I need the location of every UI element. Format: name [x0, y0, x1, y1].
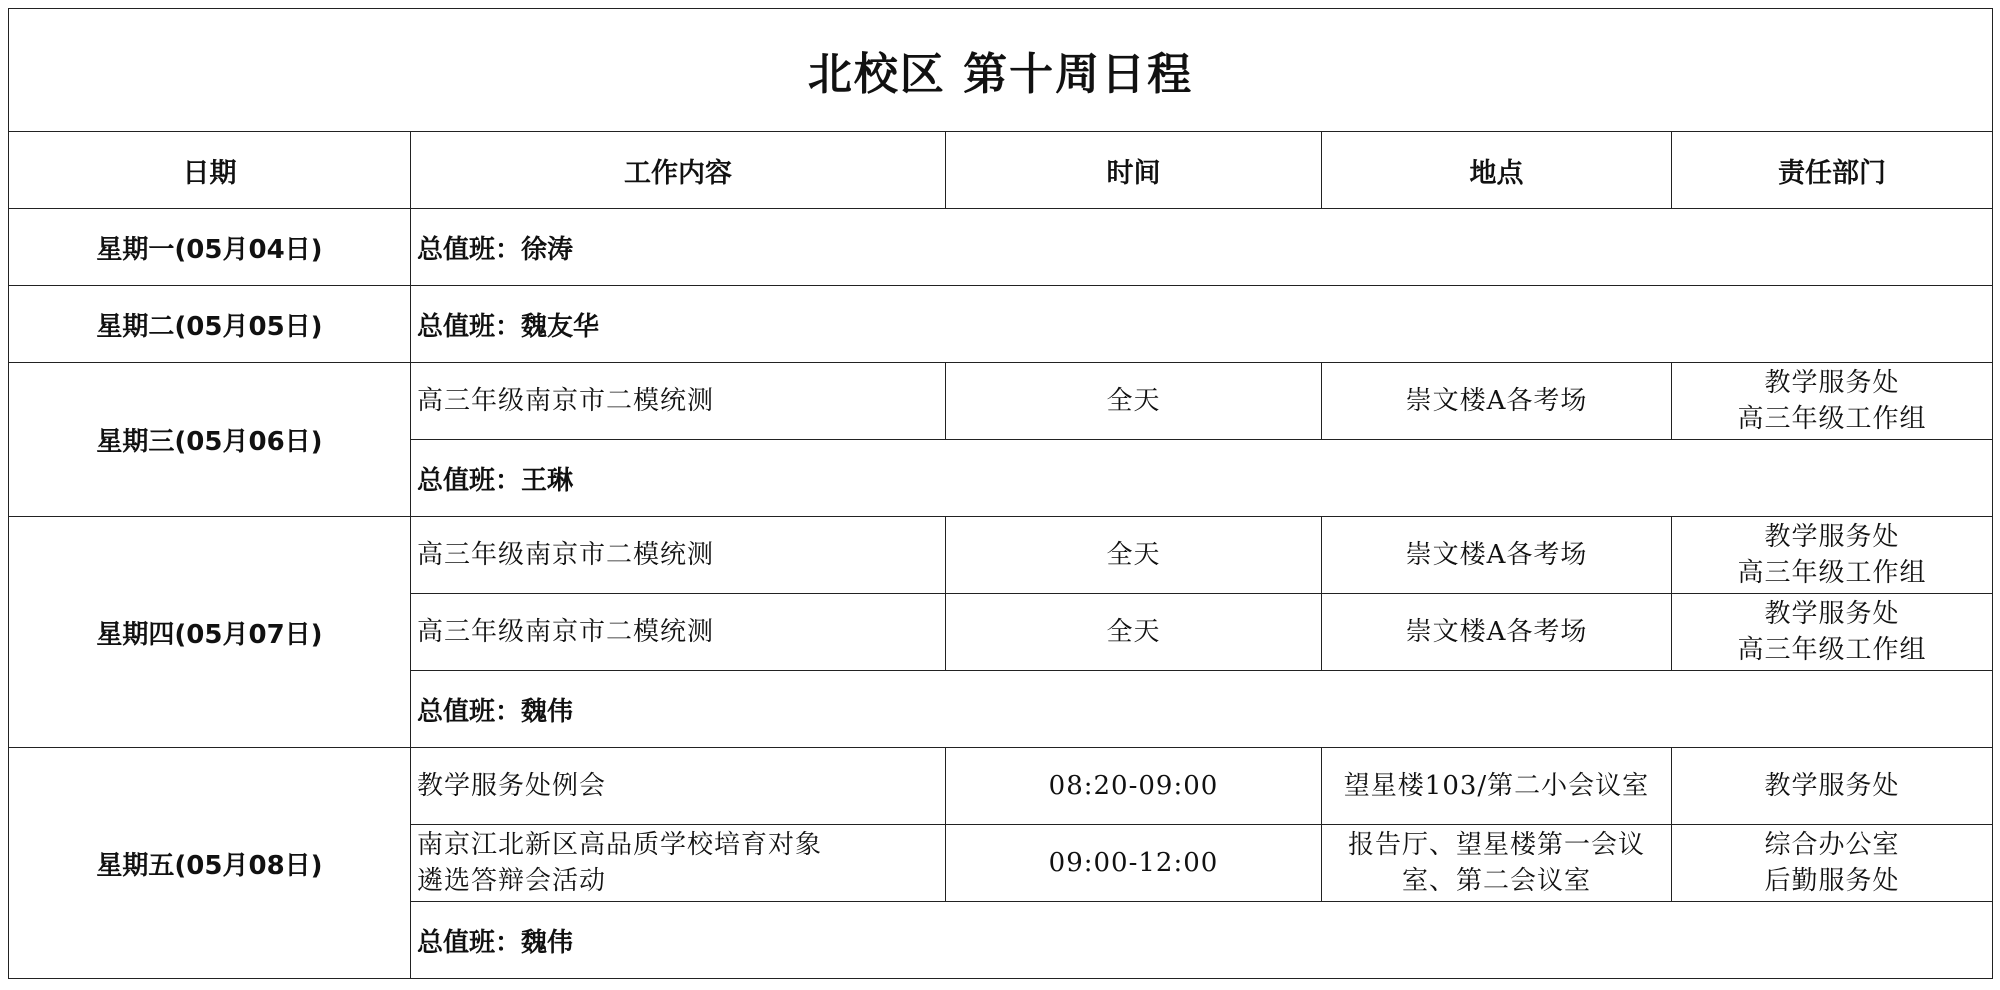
dept-cell [1672, 363, 1993, 440]
duty-cell-mon: 总值班：徐涛 [411, 209, 1993, 286]
content-line: 遴选答辩会活动 [417, 866, 607, 896]
header-time: 时间 [946, 132, 1322, 209]
dept-line: 教学服务处 [1764, 771, 1900, 801]
place-cell: 崇文楼A各考场 [1322, 363, 1672, 440]
place-line: 望星楼103/第二小会议室 [1343, 771, 1650, 801]
time-cell: 全天 [946, 594, 1322, 671]
dept-line: 高三年级工作组 [1737, 635, 1927, 665]
dept-line: 综合办公室 [1764, 830, 1900, 860]
time-cell: 08:20-09:00 [946, 748, 1322, 825]
place-cell [1322, 825, 1672, 902]
schedule-table [8, 8, 1993, 979]
dept-cell [1672, 594, 1993, 671]
header-dept: 责任部门 [1672, 132, 1993, 209]
place-cell: 崇文楼A各考场 [1322, 594, 1672, 671]
dept-line: 后勤服务处 [1764, 866, 1900, 896]
table-row [9, 363, 1993, 440]
page-title: 北校区 第十周日程 [9, 9, 1993, 132]
dept-cell [1672, 748, 1993, 825]
dept-cell [1672, 517, 1993, 594]
duty-cell-wed: 总值班：王琳 [411, 440, 1993, 517]
content-cell [411, 748, 946, 825]
time-cell: 09:00-12:00 [946, 825, 1322, 902]
date-cell-fri: 星期五(05月08日) [9, 748, 411, 979]
place-cell [1322, 748, 1672, 825]
content-line: 南京江北新区高品质学校培育对象 [417, 830, 823, 860]
duty-cell-thu: 总值班：魏伟 [411, 671, 1993, 748]
content-cell: 高三年级南京市二模统测 [411, 594, 946, 671]
header-content: 工作内容 [411, 132, 946, 209]
content-cell: 高三年级南京市二模统测 [411, 363, 946, 440]
dept-line: 教学服务处 [1764, 522, 1900, 552]
date-cell-thu: 星期四(05月07日) [9, 517, 411, 748]
time-cell: 全天 [946, 517, 1322, 594]
date-cell-mon: 星期一(05月04日) [9, 209, 411, 286]
date-cell-tue: 星期二(05月05日) [9, 286, 411, 363]
dept-line: 教学服务处 [1764, 599, 1900, 629]
header-place: 地点 [1322, 132, 1672, 209]
dept-cell [1672, 825, 1993, 902]
content-cell: 高三年级南京市二模统测 [411, 517, 946, 594]
header-date: 日期 [9, 132, 411, 209]
duty-cell-tue: 总值班：魏友华 [411, 286, 1993, 363]
table-row [9, 748, 1993, 825]
dept-line: 高三年级工作组 [1737, 404, 1927, 434]
table-row [9, 517, 1993, 594]
content-cell [411, 825, 946, 902]
table-row [9, 286, 1993, 363]
time-cell: 全天 [946, 363, 1322, 440]
place-line: 室、第二会议室 [1401, 866, 1591, 896]
dept-line: 高三年级工作组 [1737, 558, 1927, 588]
table-row [9, 209, 1993, 286]
content-line: 教学服务处例会 [417, 771, 607, 801]
dept-line: 教学服务处 [1764, 368, 1900, 398]
date-cell-wed: 星期三(05月06日) [9, 363, 411, 517]
place-line: 报告厅、望星楼第一会议 [1347, 830, 1645, 860]
duty-cell-fri: 总值班：魏伟 [411, 902, 1993, 979]
place-cell: 崇文楼A各考场 [1322, 517, 1672, 594]
